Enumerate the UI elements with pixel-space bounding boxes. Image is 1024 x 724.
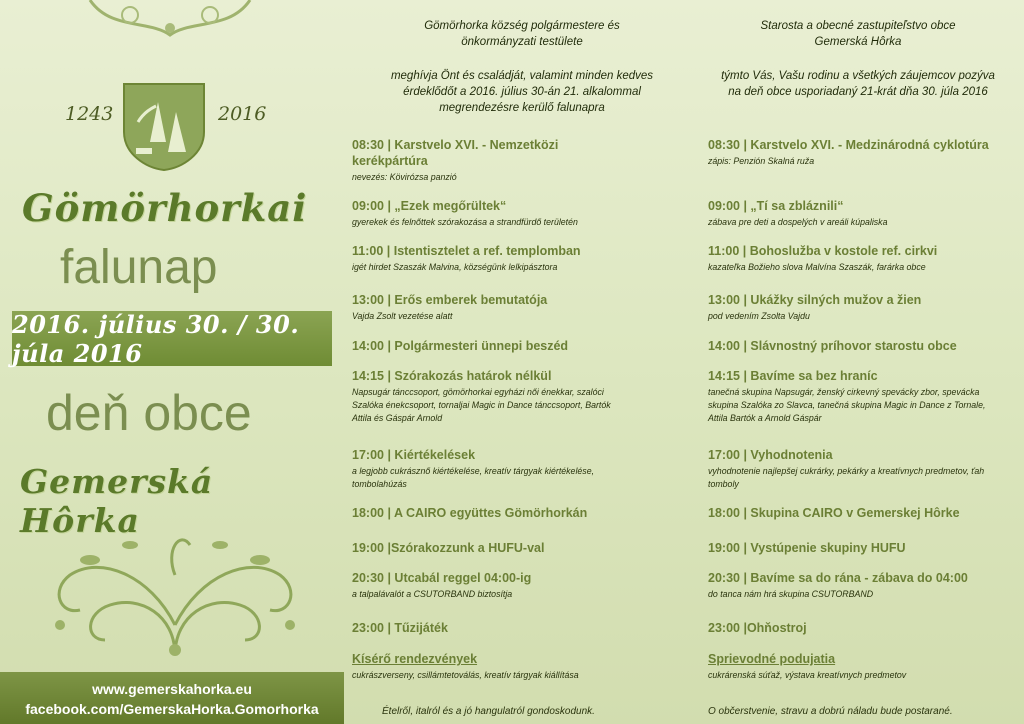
- event-description: tanečná skupina Napsugár, ženský cirkevný spevácky zbor, spevácka skupina Szalóka zo Slavca, tanečná skupina Magic in Dance z Tornale, Attila Bartók a Arnold Gáspár: [708, 387, 986, 423]
- event-sk-5: [708, 368, 998, 425]
- event-description: Napsugár tánccsoport, gömörhorkai egyházi női énekkar, szalóci Szalóka énekcsoport, tornaljai Magic in Dance tánccsoport, Bartók Attila és Gáspár Arnold: [352, 387, 611, 423]
- event-description: do tanca nám hrá skupina CSUTORBAND: [708, 589, 874, 599]
- event-description: Vajda Zsolt vezetése alatt: [352, 311, 453, 321]
- floral-ornament-icon: [30, 515, 320, 665]
- intro-sk-line1: Starosta a obecné zastupiteľstvo obce Gemerská Hôrka: [760, 20, 956, 48]
- event-title: 17:00 | Vyhodnotenia: [708, 448, 833, 462]
- event-sk-7: [708, 505, 998, 521]
- year-start: 1243: [65, 103, 114, 125]
- event-description: vyhodnotenie najlepšej cukrárky, pekárky a kreatívnych predmetov, ťah tomboly: [708, 466, 985, 489]
- event-description: nevezés: Kövirózsa panzió: [352, 172, 457, 182]
- intro-sk-line2: týmto Vás, Vašu rodinu a všetkých záujemcov pozýva na deň obce usporiadaný 21-krát dňa 30. júla 2016: [721, 70, 995, 98]
- event-hu-8: [352, 540, 612, 556]
- event-sk-2: [708, 243, 998, 274]
- event-hu-9: [352, 570, 612, 601]
- event-sk-3: [708, 292, 998, 323]
- event-title: 14:15 | Szórakozás határok nélkül: [352, 369, 552, 383]
- date-band: [12, 311, 332, 366]
- slovak-column: [708, 12, 1008, 717]
- event-title: 09:00 | „Tí sa zbláznili“: [708, 199, 844, 213]
- event-hu-11: [352, 651, 612, 682]
- event-title: 17:00 | Kiértékelések: [352, 448, 476, 462]
- left-panel: [0, 0, 340, 724]
- event-hu-0: [352, 137, 612, 184]
- event-sk-4: [708, 338, 998, 354]
- event-hu-5: [352, 368, 612, 425]
- event-hu-6: [352, 447, 612, 491]
- event-title: 18:00 | A CAIRO együttes Gömörhorkán: [352, 506, 588, 520]
- event-sk-8: [708, 540, 998, 556]
- event-description: igét hirdet Szaszák Malvina, községünk lelkipásztora: [352, 262, 558, 272]
- event-title: 19:00 |Szórakozzunk a HUFU-val: [352, 541, 545, 555]
- event-sk-6: [708, 447, 998, 491]
- intro-hu-line2: meghívja Önt és családját, valamint minden kedves érdeklődőt a 2016. július 30-án 21. alkalommal megrendezésre kerülő falunapra: [390, 70, 654, 114]
- event-hu-1: [352, 198, 612, 229]
- event-title: Kísérő rendezvények: [352, 652, 478, 666]
- event-title: 11:00 | Istentisztelet a ref. templomban: [352, 244, 581, 258]
- event-title: 20:30 | Bavíme sa do rána - zábava do 04:00: [708, 571, 968, 585]
- falunap-heading: falunap: [60, 241, 218, 294]
- date-band-text: 2016. július 30. / 30. júla 2016: [12, 309, 300, 368]
- coat-of-arms-icon: [122, 82, 206, 172]
- facebook-link[interactable]: facebook.com/GemerskaHorka.Gomorhorka: [25, 701, 319, 717]
- event-sk-0: [708, 137, 998, 168]
- event-title: 13:00 | Erős emberek bemutatója: [352, 293, 548, 307]
- event-description: gyerekek és felnőttek szórakozása a strandfürdő területén: [352, 217, 578, 227]
- event-sk-10: [708, 620, 998, 636]
- event-hu-2: [352, 243, 612, 274]
- event-title: 14:00 | Polgármesteri ünnepi beszéd: [352, 339, 569, 353]
- title-slovak: Gemerská Hôrka: [20, 462, 214, 540]
- event-title: 23:00 | Tűzijáték: [352, 621, 448, 635]
- event-hu-7: [352, 505, 612, 521]
- event-description: cukrászverseny, csillámtetoválás, kreatív tárgyak kiállítása: [352, 670, 579, 680]
- event-title: 20:30 | Utcabál reggel 04:00-ig: [352, 571, 532, 585]
- intro-hu: [352, 18, 692, 116]
- event-description: cukrárenská súťaž, výstava kreatívnych predmetov: [708, 670, 907, 680]
- event-title: 13:00 | Ukážky silných mužov a žien: [708, 293, 922, 307]
- event-title: 14:00 | Slávnostný príhovor starostu obce: [708, 339, 957, 353]
- closing-sk: O občerstvenie, stravu a dobrú náladu bude postarané.: [708, 706, 953, 717]
- contact-bar: [0, 672, 344, 724]
- event-title: 09:00 | „Ezek megőrültek“: [352, 199, 507, 213]
- event-description: zábava pre deti a dospelých v areáli kúpaliska: [708, 217, 888, 227]
- event-title: 11:00 | Bohoslužba v kostole ref. cirkvi: [708, 244, 938, 258]
- intro-sk: [708, 18, 1008, 100]
- website-link[interactable]: www.gemerskahorka.eu: [92, 681, 252, 697]
- event-description: zápis: Penzión Skalná ruža: [708, 156, 815, 166]
- event-sk-11: [708, 651, 998, 682]
- event-title: Sprievodné podujatia: [708, 652, 836, 666]
- event-title: 08:30 | Karstvelo XVI. - Medzinárodná cyklotúra: [708, 138, 989, 152]
- hungarian-column: [352, 12, 692, 717]
- event-description: a talpalávalót a CSUTORBAND biztosítja: [352, 589, 513, 599]
- event-sk-1: [708, 198, 998, 229]
- den-obce-heading: deň obce: [46, 385, 252, 441]
- year-end: 2016: [218, 103, 267, 125]
- title-hungarian: Gömörhorkai: [22, 186, 308, 230]
- event-description: pod vedením Zsolta Vajdu: [708, 311, 810, 321]
- event-title: 14:15 | Bavíme sa bez hraníc: [708, 369, 878, 383]
- event-description: a legjobb cukrásznő kiértékelése, kreatív tárgyak kiértékelése, tombolahúzás: [352, 466, 595, 489]
- event-hu-3: [352, 292, 612, 323]
- event-hu-4: [352, 338, 612, 354]
- event-title: 18:00 | Skupina CAIRO v Gemerskej Hôrke: [708, 506, 960, 520]
- event-title: 19:00 | Vystúpenie skupiny HUFU: [708, 541, 906, 555]
- event-description: kazateľka Božieho slova Malvína Szaszák, farárka obce: [708, 262, 926, 272]
- event-title: 08:30 | Karstvelo XVI. - Nemzetközi kerékpártúra: [352, 138, 559, 168]
- event-sk-9: [708, 570, 998, 601]
- intro-hu-line1: Gömörhorka község polgármestere és önkormányzati testülete: [424, 20, 620, 48]
- top-ornament-icon: [70, 0, 270, 40]
- closing-hu: Ételről, italról és a jó hangulatról gondoskodunk.: [382, 706, 595, 717]
- event-title: 23:00 |Ohňostroj: [708, 621, 807, 635]
- event-hu-10: [352, 620, 612, 636]
